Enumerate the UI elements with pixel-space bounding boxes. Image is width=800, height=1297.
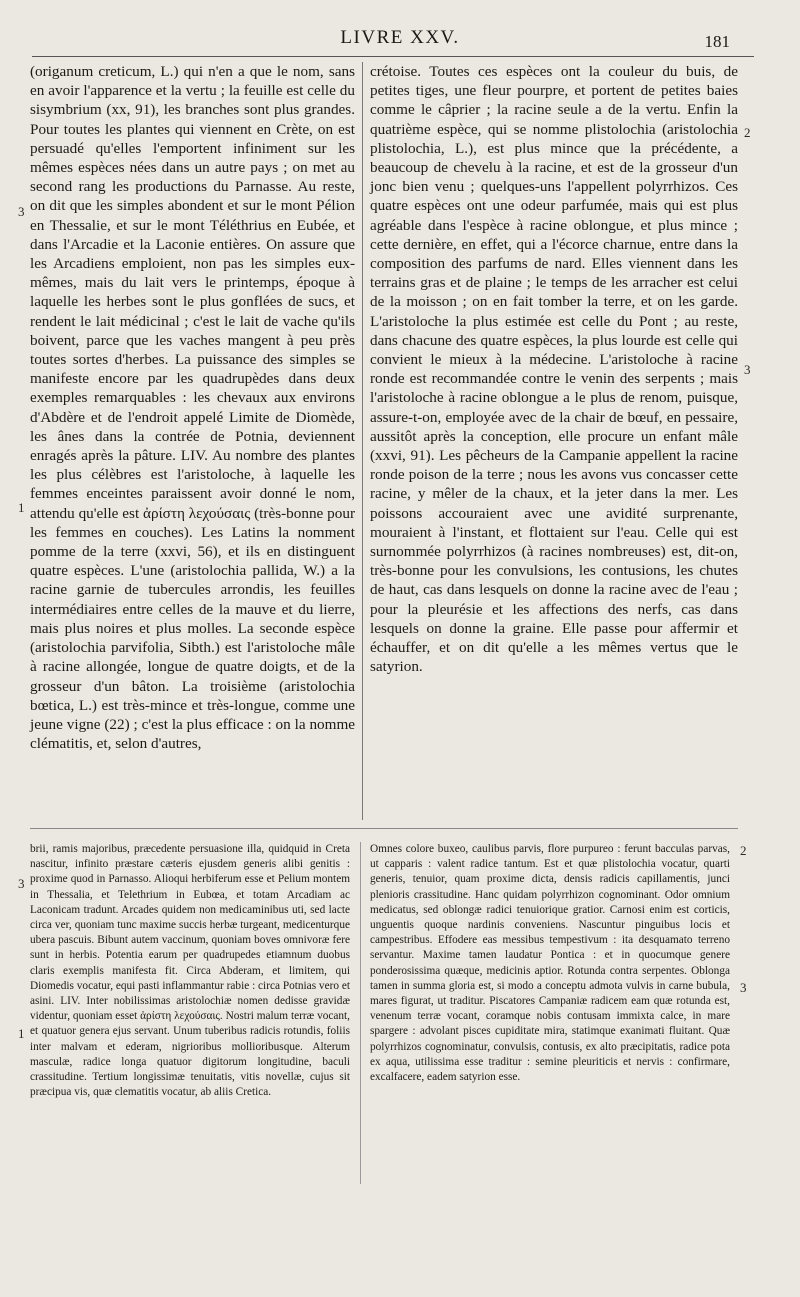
french-right-text: crétoise. Toutes ces espèces ont la couleur du buis, de petites tiges, une fleur pourpre, et portent de petites baies comme le câprier ; la racine seule a de la vertu. Enfin la quatrième espèce, qui se nomme plistolochia (aristolochia plistolochia, L.), est plus mince que la précédente, a beaucoup de chevelu à la racine, et est de la grosseur d'un jonc bien venu ; quelques-uns l'appellent polyrrhizos. Ces quatre espèces ont une odeur parfumée, mais qui est plus agréable dans l'espèce à racine oblongue, et plus mince ; cette dernière, en effet, qui a l'écorce charnue, entre dans la composition des parfums de nard. Elles viennent dans les terrains gras et de plaine ; le temps de les arracher est celui de la moisson ; on en fait tomber la terre, et on les garde. L'aristoloche la plus estimée est celle du Pont ; au reste, dans chacune des quatre espèces, la plus lourde est celle qui convient le mieux à la médecine. L'aristoloche à racine ronde est recommandée contre le venin des serpents ; mais l'aristoloche à racine oblongue a le plus de renom, puisque, assure-t-on, employée avec de la chair de bœuf, en pessaire, aussitôt après la conception, elle procure un enfant mâle (xxvi, 91). Les pêcheurs de la Campanie appellent la racine ronde poison de la terre ; nous les avons vus concasser cette racine, y mêler de la chaux, et la jeter dans la mer. Les poissons accouraient avec une avidité surprenante, mouraient à l'instant, et flottaient sur l'eau. Celle qui est surnommée polyrrhizos (à racines nombreuses) est, dit-on, très-bonne pour les convulsions, les contusions, les chutes de haut, cas dans lesquels on donne la racine avec de l'eau ; pour la pleurésie et les affections des nerfs, cas dans lesquels on donne la graine. Elle passe pour affermir et échauffer, et on dit qu'elle a les mêmes vertus que le satyrion. <box>370 63 738 676</box>
margin-number: 3 <box>18 204 25 219</box>
margin-number: 1 <box>18 500 25 515</box>
margin-number: 2 <box>740 843 747 858</box>
latin-right-text: Omnes colore buxeo, caulibus parvis, flore purpureo : ferunt bacculas parvas, ut capparis : valent radice tantum. Est et quæ plistolochia vocatur, quarti generis, tenuior, quam proxime dicta, densis radicis capillamentis, junci plenioris crassitudine. Hanc quidam polyrrhizon cognominant. Odor omnium medicatus, sed oblongæ radici tenuiorique gratior. Carnosi enim est corticis, unguentis quoque nardinis conveniens. Nascuntur pinguibus locis et campestribus. Effodere eas messibus tempestivum : ita desquamato terreno servantur. Maxime tamen laudatur Pontica : et in quocumque genere ponderosissima quæque, medicinis aptior. Rotunda contra serpentes. Oblonga tamen in summa gloria est, si modo a conceptu admota vulvis in carne bubula, mares figurat, ut traditur. Piscatores Campaniæ radicem eam quæ rotunda est, venenum terræ vocant, coramque nobis contusam immixta calce, in mare spargere : advolant pisces cupiditate mira, statimque exanimati fluitant. Quæ polyrrhizos cognominatur, convulsis, contusis, ex alto præcipitatis, radice pota ex aqua, utilissima esse traditur : semine pleuriticis et nervis : confirmare, excalfacere, eadem satyrion esse. <box>370 843 730 1084</box>
latin-left-text: brii, ramis majoribus, præcedente persuasione illa, quidquid in Creta nascitur, infinito præstare cæteris ejusdem generis alibi genitis : proxime quod in Parnasso. Alioqui herbiferum esse et Pelium montem in Thessalia, et Telethrium in Eubœa, et totam Arcadiam ac Laconicam tradunt. Arcades quidem non medicaminibus uti, sed lacte circa ver, quoniam tunc maxime succis herbæ turgeant, medicenturque ubera pascuis. Bibunt autem vaccinum, quoniam boves omnivoræ fere sunt in herbis. Potentia earum per quadrupedes etiamnum duobus claris exemplis manifesta fit. Circa Abderam, et limitem, qui Diomedis vocatur, equi pasti inflammantur rabie : circa Potnias vero et asini. LIV. Inter nobilissimas aristolochiæ nomen dedisse gravidæ videntur, quoniam esset ἀρίστη λεχούσαις. Nostri malum terræ vocant, et quatuor genera ejus servant. Unum tuberibus radicis rotundis, foliis inter malvam et ederam, nigrioribus mollioribusque. Alterum masculæ, radice longa quatuor digitorum longitudine, baculi crassitudine. Tertium longissimæ tenuitatis, vitis novellæ, cujus sit præcipua vis, quæ clematitis vocatur, ab aliis Cretica. <box>30 843 350 1099</box>
latin-text-left-column <box>30 842 350 1100</box>
running-title: LIVRE XXV. <box>340 27 460 48</box>
latin-text-right-column <box>370 842 730 1085</box>
margin-number: 3 <box>18 876 25 891</box>
column-divider <box>362 62 363 820</box>
margin-number: 2 <box>744 125 751 140</box>
french-left-text: (origanum creticum, L.) qui n'en a que le nom, sans en avoir l'apparence et la vertu ; la feuille est celle du sisymbrium (xx, 91), les branches sont plus grandes. Pour toutes les plantes qui viennent en Crète, on est persuadé qu'elles l'emportent infiniment sur les mêmes espèces nées dans un autre pays ; on met au second rang les productions du Parnasse. Au reste, on dit que les simples abondent et sur le mont Pélion en Thessalie, et sur le mont Téléthrius en Eubée, et dans l'Arcadie et la Laconie entières. On assure que les Arcadiens emploient, non pas les simples eux-mêmes, mais du lait vers le printemps, époque à laquelle les herbes sont le plus gonflées de sucs, et rendent le lait médicinal ; c'est le lait de vache qu'ils boivent, parce que les vaches mangent à peu près toutes sortes d'herbes. La puissance des simples se manifeste encore par les quadrupèdes dans deux exemples remarquables : les chevaux aux environs d'Abdère et de l'endroit appelé Limite de Diomède, les ânes dans la contrée de Potnia, deviennent enragés après la pâture. LIV. Au nombre des plantes les plus célèbres est l'aristoloche, à laquelle les femmes enceintes paraissent avoir donné le nom, attendu qu'elle est ἀρίστη λεχούσαις (très-bonne pour les femmes en couches). Les Latins la nomment pomme de la terre (xxvi, 56), et ils en distinguent quatre espèces. L'une (aristolochia pallida, W.) a la racine garnie de tubercules arrondis, les feuilles intermédiaires entre celles de la mauve et du lierre, mais plus noires et plus molles. La seconde espèce (aristolochia parvifolia, Sibth.) est l'aristoloche mâle à racine allongée, longue de quatre doigts, et de la grosseur d'un bâton. La troisième (aristolochia bœtica, L.) est très-mince et très-longue, comme une jeune vigne (22) ; c'est la plus efficace : on la nomme clématitis, et, selon d'autres, <box>30 63 355 753</box>
margin-number: 3 <box>744 362 751 377</box>
latin-column-divider <box>360 842 361 1184</box>
page-number: 181 <box>704 32 730 51</box>
french-text-right-column <box>370 62 738 677</box>
french-text-left-column <box>30 62 355 753</box>
margin-number: 1 <box>18 1026 25 1041</box>
section-divider <box>30 828 738 829</box>
margin-number: 3 <box>740 980 747 995</box>
header-rule <box>32 56 754 57</box>
